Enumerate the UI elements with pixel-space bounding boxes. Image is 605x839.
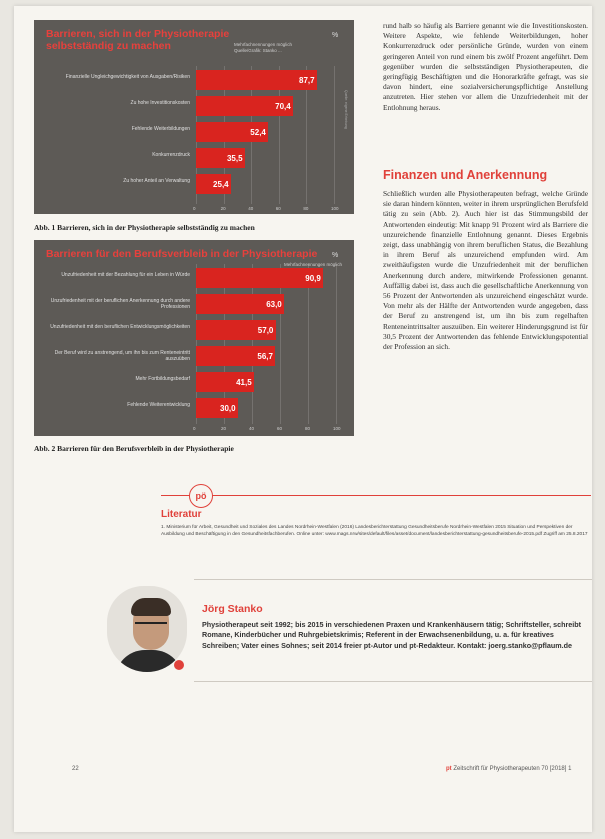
figure-2-caption: Abb. 2 Barrieren für den Berufsverbleib in der Physiotherapie: [34, 444, 234, 453]
author-name: Jörg Stanko: [202, 603, 263, 615]
chart-1-category-label: Finanzielle Ungleichgewichtigkeit von Ausgaben/Risiken: [65, 74, 190, 80]
chart-2-category-label: Fehlende Weiterentwicklung: [127, 402, 190, 408]
chart-1-tick-label: 80: [303, 206, 309, 211]
author-marker-icon: [174, 660, 184, 670]
chart-1-category-label: Fehlende Weiterbildungen: [131, 126, 190, 132]
chart-2-category-label: Unzufriedenheit mit den beruflichen Entwicklungsmöglichkeiten: [50, 324, 190, 330]
chart-1-gridline: [334, 66, 335, 204]
chart-1-tick-label: 20: [220, 206, 226, 211]
chart-2-gridline: [252, 264, 253, 424]
magazine-title: Zeitschrift für Physiotherapeuten: [453, 766, 540, 772]
chart-1-note-line-2: Quelle/Grafik: Stanko ...: [234, 48, 282, 53]
chart-2-tick-label: 100: [333, 426, 341, 431]
author-divider-bottom: [194, 681, 592, 682]
chart-2-note: Mehrfachnennungen möglich: [284, 262, 343, 267]
chart-1-value-label: 52,4: [250, 128, 266, 137]
chart-1-category-label: Zu hohe Investitionskosten: [130, 100, 190, 106]
chart-1-percent-label: %: [332, 32, 339, 39]
chart-2-tick-label: 40: [249, 426, 255, 431]
body-text-bottom: Schließlich wurden alle Physiotherapeuten befragt, welche Gründe sie daran hindern könnten, weiter in ihrem ursprünglichen Berufsfeld tätig zu sein (Abb. 2). Auch hier ist das Stimmungsbild der Antwortenden eindeutig: Mit knapp 91 Prozent wird als Barriere die unzureichende finanzielle Entlohnung genannt. Dieses Ergebnis zeigt, dass unabhängig von ihrem beruflichen Status, die Bezahlung in ihrem Beruf als unzureichend empfunden wird. Am zweithäufigsten wurde die Unzufriedenheit mit der beruflichen Anerkennung durch andere, mitwirkende Professionen genannt. Auffällig dabei ist, dass auch die gesellschaftliche Anerkennung von 56 Prozent der Antwortenden als unzureichend eingeschätzt wurde. Von mehr als der Hälfte der Antwortenden wurde angegeben, dass der Beruf zu anstrengend ist, um ihn bis zum regelhaften Renteneintrittsalter auszuüben. Ein weiterer Hinderungsgrund ist für 30,5 Prozent der Antwortenden das fehlende Entwicklungspotential der Profession an sich.: [383, 189, 588, 352]
chart-1-note: [234, 42, 292, 54]
chart-1-value-label: 25,4: [213, 180, 229, 189]
literature-divider: [161, 495, 591, 496]
chart-1-value-label: 35,5: [226, 154, 243, 163]
chart-1-category-label: Konkurrenzdruck: [152, 152, 190, 158]
chart-2-title: Barrieren für den Berufsverbleib in der Physiotherapie: [46, 248, 318, 260]
chart-1-value-label: 70,4: [275, 102, 291, 111]
chart-2-value-label: 63,0: [266, 300, 282, 309]
author-portrait: [107, 586, 187, 672]
chart-1-tick-label: 100: [331, 206, 339, 211]
chart-2-value-label: 57,0: [257, 326, 274, 335]
chart-1-title-line-1: Barrieren, sich in der Physiotherapie: [46, 28, 230, 40]
author-divider-top: [194, 579, 592, 580]
chart-1-note-line-1: Mehrfachnennungen möglich: [234, 42, 293, 47]
chart-2-tick-label: 80: [305, 426, 311, 431]
chart-1-tick-label: 0: [193, 206, 196, 211]
chart-1-value-label: 87,7: [299, 76, 315, 85]
author-bio: Physiotherapeut seit 1992; bis 2015 in verschiedenen Praxen und Krankenhäusern tätig; Schriftsteller, schreibt Romane, Kinderbücher und Ruhrgebietskrimis; Referent in der Erwachsenenbildung, u. a. für kreatives Schreiben; Vater eines Sohnes; seit 2014 freier pt-Autor und pt-Redakteur. Kontakt: joerg.stanko@pflaum.de: [202, 620, 582, 650]
chart-1-side-note: Quelle: eigene Erhebung: [344, 90, 348, 129]
chart-2-tick-label: 60: [277, 426, 283, 431]
section-heading: Finanzen und Anerkennung: [383, 168, 548, 182]
chart-2-gridline: [308, 264, 309, 424]
chart-1: [34, 20, 354, 214]
body-text-top: rund halb so häufig als Barriere genannt wie die Investitionskosten. Weitere Aspekte, wie fehlende Weiterbildungen, hoher Konkurrenzdruck oder persönliche Gründe, wurden von einem geringeren Anteil von rund einem bis zwölf Prozent angeführt. Dem gegenüber wurden die selbstständigen Physiotherapeuten, die geringfügig Beschäftigten und die Honorarkräfte gefragt, was sie davon hindert, eine sozialversicherungspflichtige Anstellung anzutreten. Hier stehen vor allem die Unzufriedenheit mit der Entlohnung heraus.: [383, 21, 588, 112]
chart-2-gridline: [336, 264, 337, 424]
chart-2-category-label: Unzufriedenheit mit der beruflichen Anerkennung durch andere Professionen: [50, 298, 190, 310]
figure-1-caption: Abb. 1 Barrieren, sich in der Physiotherapie selbstständig zu machen: [34, 223, 255, 232]
page-number: 22: [72, 766, 79, 772]
chart-2-gridline: [280, 264, 281, 424]
chart-2-category-label: Der Beruf wird zu anstrengend, um ihn bis zum Renteneintritt auszuüben: [54, 350, 190, 362]
chart-1-tick-label: 60: [275, 206, 281, 211]
literature-title: Literatur: [161, 509, 202, 520]
chart-2: [34, 240, 354, 436]
chart-1-category-label: Zu hoher Anteil an Verwaltung: [123, 178, 190, 184]
chart-2-category-label: Unzufriedenheit mit der Bezahlung für ein Leben in Würde: [61, 272, 190, 278]
chart-2-bar: [196, 268, 323, 288]
chart-2-value-label: 30,0: [220, 404, 236, 413]
portrait-hair: [131, 598, 171, 616]
chart-1-title: [46, 28, 229, 52]
chart-2-category-label: Mehr Fortbildungsbedarf: [135, 376, 190, 382]
magazine-prefix: pt: [446, 766, 452, 772]
chart-1-tick-label: 40: [248, 206, 254, 211]
chart-2-tick-label: 0: [193, 426, 196, 431]
magazine-issue: 70 [2018] 1: [541, 766, 572, 772]
chart-2-percent-label: %: [332, 252, 339, 259]
chart-1-title-line-2: selbstständig zu machen: [46, 40, 171, 52]
publisher-logo-icon: pö: [189, 484, 213, 508]
magazine-page: [14, 6, 592, 832]
chart-2-value-label: 90,9: [305, 274, 321, 283]
magazine-footer: [446, 766, 571, 772]
portrait-shirt: [115, 650, 183, 672]
chart-2-value-label: 56,7: [257, 352, 273, 361]
chart-2-value-label: 41,5: [236, 378, 252, 387]
chart-2-tick-label: 20: [221, 426, 227, 431]
portrait-glasses: [135, 622, 167, 630]
literature-entry: 1. Ministerium für Arbeit, Gesundheit und Soziales des Landes Nordrhein-Westfalen (2016) Landesberichterstattung Gesundheitsberufe Nordrhein-Westfalen 2015 Situation und Perspektiven der Ausbildung und Beschäftigung in den Gesundheitsfachberufen. Online unter: www.mags.nrw/sites/default/files/asset/document/landesberichterstattung-gesundheitsberufe-2015.pdf Zugriff am 25.8.2017: [161, 525, 588, 537]
